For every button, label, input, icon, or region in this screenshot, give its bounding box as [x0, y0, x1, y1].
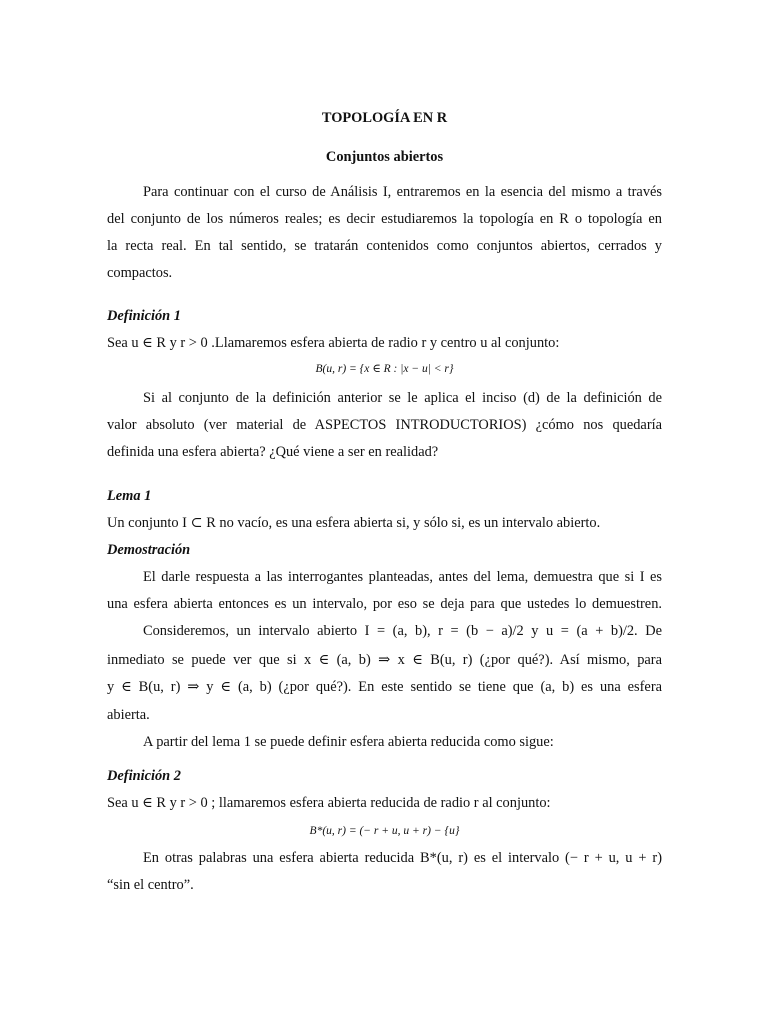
- definition-2-text: Sea u ∈ R y r > 0 ; llamaremos esfera abierta reducida de radio r al conjunto:: [107, 795, 551, 811]
- definition-2-line: En otras palabras una esfera abierta reducida B*(u, r) es el intervalo (− r + u, u + r): [143, 850, 662, 866]
- proof-line: El darle respuesta a las interrogantes planteadas, antes del lema, demuestra que si I es: [143, 569, 662, 585]
- proof-heading: Demostración: [107, 542, 191, 558]
- proof-line: A partir del lema 1 se puede definir esfera abierta reducida como sigue:: [143, 734, 554, 750]
- intro-line: del conjunto de los números reales; es decir estudiaremos la topología en R o topología en: [107, 211, 662, 227]
- page-title: TOPOLOGÍA EN R: [321, 110, 448, 126]
- definition-2-formula: B*(u, r) = (− r + u, u + r) − {u}: [309, 825, 460, 837]
- definition-2-heading: Definición 2: [107, 768, 181, 784]
- definition-1-formula: B(u, r) = {x ∈ R : |x − u| < r}: [315, 363, 454, 375]
- definition-1-question: Si al conjunto de la definición anterior se le aplica el inciso (d) de la definición de: [143, 390, 662, 406]
- proof-line: y ∈ B(u, r) ⇒ y ∈ (a, b) (¿por qué?). En este sentido se tiene que (a, b) es una esfera: [107, 679, 662, 695]
- proof-line: una esfera abierta entonces es un intervalo, por eso se deja para que ustedes lo demuestren.: [107, 596, 662, 612]
- definition-1-question: definida una esfera abierta? ¿Qué viene a ser en realidad?: [107, 444, 439, 460]
- definition-1-text: Sea u ∈ R y r > 0 .Llamaremos esfera abierta de radio r y centro u al conjunto:: [107, 335, 560, 351]
- intro-line: Para continuar con el curso de Análisis I, entraremos en la esencia del mismo a través: [143, 184, 662, 200]
- proof-line: inmediato se puede ver que si x ∈ (a, b) ⇒ x ∈ B(u, r) (¿por qué?). Así mismo, para: [107, 652, 662, 668]
- definition-2-line: “sin el centro”.: [107, 877, 194, 893]
- intro-line: compactos.: [107, 265, 173, 281]
- lemma-1-text: Un conjunto I ⊂ R no vacío, es una esfera abierta si, y sólo si, es un intervalo abierto.: [107, 515, 601, 531]
- definition-1-question: valor absoluto (ver material de ASPECTOS INTRODUCTORIOS) ¿cómo nos quedaría: [107, 417, 662, 433]
- proof-line: abierta.: [107, 707, 150, 723]
- section-title: Conjuntos abiertos: [325, 149, 444, 165]
- lemma-1-heading: Lema 1: [107, 488, 152, 504]
- definition-1-heading: Definición 1: [107, 308, 181, 324]
- intro-line: la recta real. En tal sentido, se tratarán contenidos como conjuntos abiertos, cerrados y: [107, 238, 662, 254]
- proof-line: Consideremos, un intervalo abierto I = (a, b), r = (b − a)/2 y u = (a + b)/2. De: [143, 623, 662, 639]
